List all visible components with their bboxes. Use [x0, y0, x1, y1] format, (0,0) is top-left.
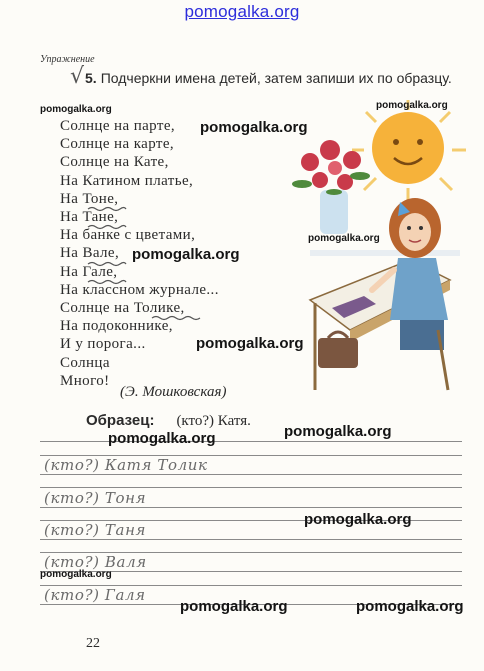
- exercise-label: Упражнение: [40, 54, 95, 65]
- page-number: 22: [86, 636, 100, 651]
- watermark-text: pomogalka.org: [40, 104, 112, 115]
- watermark-text: pomogalka.org: [180, 598, 288, 615]
- poem-line: На Тоне,: [60, 190, 119, 207]
- handwritten-answer: (кто?) Таня: [44, 521, 147, 539]
- poem-author: (Э. Мошковская): [120, 384, 227, 400]
- handwritten-answer: (кто?) Тоня: [44, 489, 147, 507]
- watermark-text: pomogalka.org: [284, 423, 392, 440]
- writing-rule: [40, 507, 462, 508]
- poem-line: На Катином платье,: [60, 172, 194, 189]
- sample-line: [86, 412, 251, 430]
- watermark-text: pomogalka.org: [200, 119, 308, 136]
- poem-line: Солнца: [60, 354, 110, 371]
- watermark-text: pomogalka.org: [304, 511, 412, 528]
- poem-line: Солнце на парте,: [60, 118, 176, 134]
- poem-line: На подоконнике,: [60, 318, 173, 335]
- watermark-text: pomogalka.org: [356, 598, 464, 615]
- watermark-text: pomogalka.org: [108, 430, 216, 447]
- checkmark-icon: √: [70, 64, 85, 89]
- poem-line: Много!: [60, 372, 110, 389]
- sample-answer: Катя.: [217, 413, 251, 429]
- poem-line: Солнце на карте,: [60, 136, 175, 153]
- poem-line: На банке с цветами,: [60, 227, 196, 244]
- site-watermark-link[interactable]: pomogalka.org: [184, 2, 300, 21]
- watermark-text: pomogalka.org: [40, 569, 112, 580]
- handwritten-answer: (кто?) Галя: [44, 586, 146, 604]
- sample-question: (кто?): [176, 413, 215, 429]
- handwritten-answer: (кто?) Валя: [44, 553, 147, 571]
- watermark-text: pomogalka.org: [308, 233, 380, 244]
- poem-line: Солнце на Толике,: [60, 300, 185, 317]
- task-number: 5.: [85, 70, 97, 86]
- writing-rule: [40, 487, 462, 488]
- watermark-text: pomogalka.org: [376, 100, 448, 111]
- task-instruction: Подчеркни имена детей, затем запиши их по образцу.: [100, 70, 452, 86]
- poem-line: И у порога...: [60, 336, 146, 353]
- poem-line: На классном журнале...: [60, 281, 219, 298]
- writing-rule: [40, 539, 462, 540]
- poem-line: Солнце на Кате,: [60, 154, 169, 171]
- handwritten-answer: (кто?) Катя Толик: [44, 456, 208, 474]
- poem-line: На Тане,: [60, 209, 119, 226]
- poem-line: На Гале,: [60, 263, 118, 280]
- watermark-text: pomogalka.org: [196, 335, 304, 352]
- sample-label: Образец:: [86, 412, 155, 429]
- watermark-text: pomogalka.org: [132, 246, 240, 263]
- writing-rule: [40, 474, 462, 475]
- poem-line: На Вале,: [60, 245, 120, 262]
- writing-rule: [40, 441, 462, 442]
